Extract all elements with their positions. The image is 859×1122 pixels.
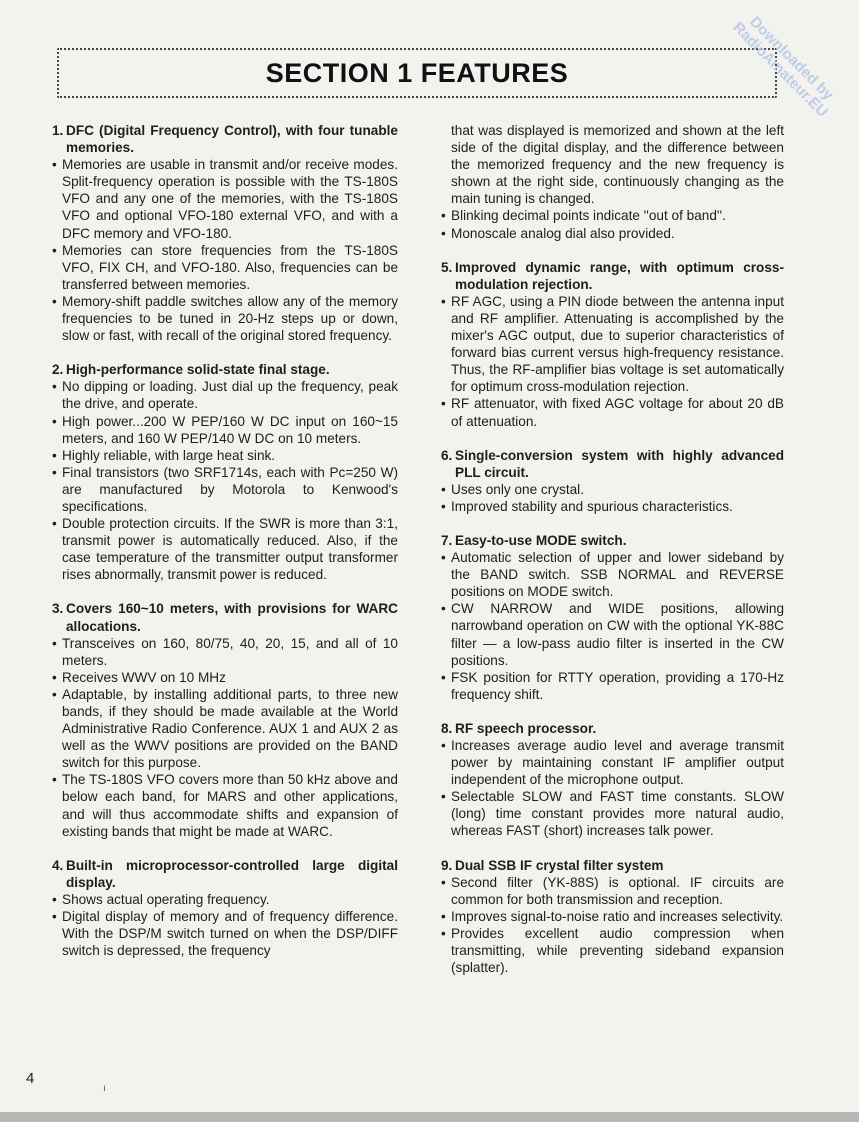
feature-section-6 bbox=[441, 447, 784, 515]
section-heading bbox=[52, 361, 398, 378]
section-heading bbox=[52, 122, 398, 156]
bullet-item: • Selectable SLOW and FAST time constants. SLOW (long) time constant provides more natural audio, whereas FAST (short) increases talk power. bbox=[441, 789, 784, 839]
bullet-item: • Blinking decimal points indicate ''out of band''. bbox=[441, 208, 726, 224]
section-heading bbox=[441, 259, 784, 293]
bullet-item: • Increases average audio level and average transmit power by maintaining constant IF amplifier output independent of the microphone output. bbox=[441, 738, 784, 788]
bullet-item: • Memories can store frequencies from the TS-180S VFO, FIX CH, and VFO-180. Also, frequencies can be transferred between memories. bbox=[52, 242, 398, 292]
section-number: 5. bbox=[441, 259, 453, 275]
section-heading bbox=[52, 600, 398, 634]
section-heading-text: DFC (Digital Frequency Control), with four tunable memories. bbox=[66, 123, 398, 156]
feature-section-4-continued bbox=[441, 122, 784, 242]
bullet-item: • Final transistors (two SRF1714s, each with Pc=250 W) are manufactured by Motorola to Kenwood's specifications. bbox=[52, 464, 398, 514]
feature-section-4 bbox=[52, 857, 398, 960]
left-column bbox=[52, 122, 398, 976]
section-heading-text: Improved dynamic range, with optimum cross-modulation rejection. bbox=[455, 259, 784, 292]
section-heading-text: Single-conversion system with highly advanced PLL circuit. bbox=[455, 447, 784, 480]
section-heading-text: RF speech processor. bbox=[455, 720, 597, 736]
section-heading bbox=[52, 857, 398, 891]
section-heading bbox=[441, 447, 784, 481]
section-number: 7. bbox=[441, 532, 453, 548]
feature-section-1 bbox=[52, 122, 398, 344]
section-number: 9. bbox=[441, 857, 453, 873]
bullet-item: • Highly reliable, with large heat sink. bbox=[52, 447, 276, 463]
bullet-item: • Receives WWV on 10 MHz bbox=[52, 669, 226, 685]
section-number: 3. bbox=[52, 601, 64, 617]
section-title-box bbox=[57, 48, 777, 98]
page-title: SECTION 1 FEATURES bbox=[265, 58, 569, 88]
section-number: 6. bbox=[441, 447, 453, 463]
feature-section-7 bbox=[441, 532, 784, 703]
feature-section-3 bbox=[52, 600, 398, 839]
bullet-item: • CW NARROW and WIDE positions, allowing narrowband operation on CW with the optional YK-88C filter — a low-pass audio filter is inserted in the CW positions. bbox=[441, 601, 784, 668]
section-number: 4. bbox=[52, 857, 64, 873]
bullet-item: • Digital display of memory and of frequency difference. With the DSP/M switch turned on when the DSP/DIFF switch is depressed, the frequency bbox=[52, 909, 398, 959]
section-heading bbox=[441, 720, 784, 737]
section-number: 1. bbox=[52, 123, 64, 138]
bullet-item: • The TS-180S VFO covers more than 50 kHz above and below each band, for MARS and other applications, and will thus accommodate shifts and expansion of existing bands that might be made at WARC. bbox=[52, 772, 398, 839]
bullet-item: • Transceives on 160, 80/75, 40, 20, 15, and all of 10 meters. bbox=[52, 635, 398, 668]
feature-section-5 bbox=[441, 259, 784, 430]
bullet-item: • Improves signal-to-noise ratio and increases selectivity. bbox=[441, 908, 784, 924]
scan-edge bbox=[0, 1112, 859, 1122]
continuation-text: that was displayed is memorized and shown at the left side of the digital display, and the difference between the memorized frequency and the new frequency is shown at the right side, continuously changing as the main tuning is changed. bbox=[451, 123, 784, 207]
bullet-item: • Automatic selection of upper and lower sideband by the BAND switch. SSB NORMAL and REVERSE positions on MODE switch. bbox=[441, 550, 784, 600]
bullet-item: • Monoscale analog dial also provided. bbox=[441, 225, 675, 241]
section-heading-text: Covers 160~10 meters, with provisions for WARC allocations. bbox=[66, 601, 398, 634]
page-number: 4 bbox=[26, 1070, 35, 1087]
bullet-item: • RF attenuator, with fixed AGC voltage for about 20 dB of attenuation. bbox=[441, 396, 784, 429]
bullet-item: • High power...200 W PEP/160 W DC input on 160~15 meters, and 160 W PEP/140 W DC on 10 meters. bbox=[52, 413, 398, 446]
bullet-item: • Uses only one crystal. bbox=[441, 481, 584, 497]
feature-section-2 bbox=[52, 361, 398, 583]
bullet-item: • Provides excellent audio compression when transmitting, while preventing sideband expansion (splatter). bbox=[441, 925, 784, 976]
bullet-item: • Memories are usable in transmit and/or receive modes. Split-frequency operation is possible with the TS-180S VFO and any one of the memories, with the TS-180S VFO and optional VFO-180 external VFO, and with a DFC memory and VFO-180. bbox=[52, 157, 398, 241]
bullet-item: • Improved stability and spurious characteristics. bbox=[441, 498, 733, 514]
section-heading-text: Easy-to-use MODE switch. bbox=[455, 532, 627, 548]
section-heading-text: Dual SSB IF crystal filter system bbox=[455, 857, 664, 873]
section-heading-text: High-performance solid-state final stage. bbox=[66, 362, 330, 378]
bullet-item: • FSK position for RTTY operation, providing a 170-Hz frequency shift. bbox=[441, 669, 784, 702]
watermark: Downloaded by RadioAmateur.EU bbox=[729, 13, 837, 121]
section-number: 8. bbox=[441, 720, 453, 736]
bullet-item: • Double protection circuits. If the SWR is more than 3:1, transmit power is automatically reduced. Also, if the case temperature of the transmitter output transformer rises abnormally, transmit power is reduced. bbox=[52, 516, 398, 583]
bullet-item: • RF AGC, using a PIN diode between the antenna input and RF amplifier. Attenuating is accomplished by the mixer's AGC output, due to superior characteristics of forward bias current versus high-frequency resistance. Thus, the RF-amplifier bias voltage is set automatically for optimum cross-modulation rejection. bbox=[441, 293, 784, 395]
section-heading bbox=[441, 857, 784, 874]
feature-section-9 bbox=[441, 857, 784, 977]
bullet-item: • Adaptable, by installing additional parts, to three new bands, if they should be made available at the World Administrative Radio Conference. AUX 1 and AUX 2 as well as the WWV positions are provided on the BAND switch for this purpose. bbox=[52, 686, 398, 771]
right-column bbox=[441, 122, 784, 993]
feature-section-8 bbox=[441, 720, 784, 840]
section-number: 2. bbox=[52, 362, 64, 378]
section-heading bbox=[441, 532, 784, 549]
bullet-item: • Second filter (YK-88S) is optional. IF circuits are common for both transmission and reception. bbox=[441, 874, 784, 907]
section-heading-text: Built-in microprocessor-controlled large digital display. bbox=[66, 857, 398, 890]
bullet-item: • Shows actual operating frequency. bbox=[52, 891, 270, 907]
bullet-item: • Memory-shift paddle switches allow any of the memory frequencies to be tuned in 20-Hz steps up or down, slow or fast, with recall of the original stored frequency. bbox=[52, 293, 398, 344]
footer-mark: ı bbox=[103, 1083, 106, 1094]
bullet-item: • No dipping or loading. Just dial up the frequency, peak the drive, and operate. bbox=[52, 379, 398, 412]
